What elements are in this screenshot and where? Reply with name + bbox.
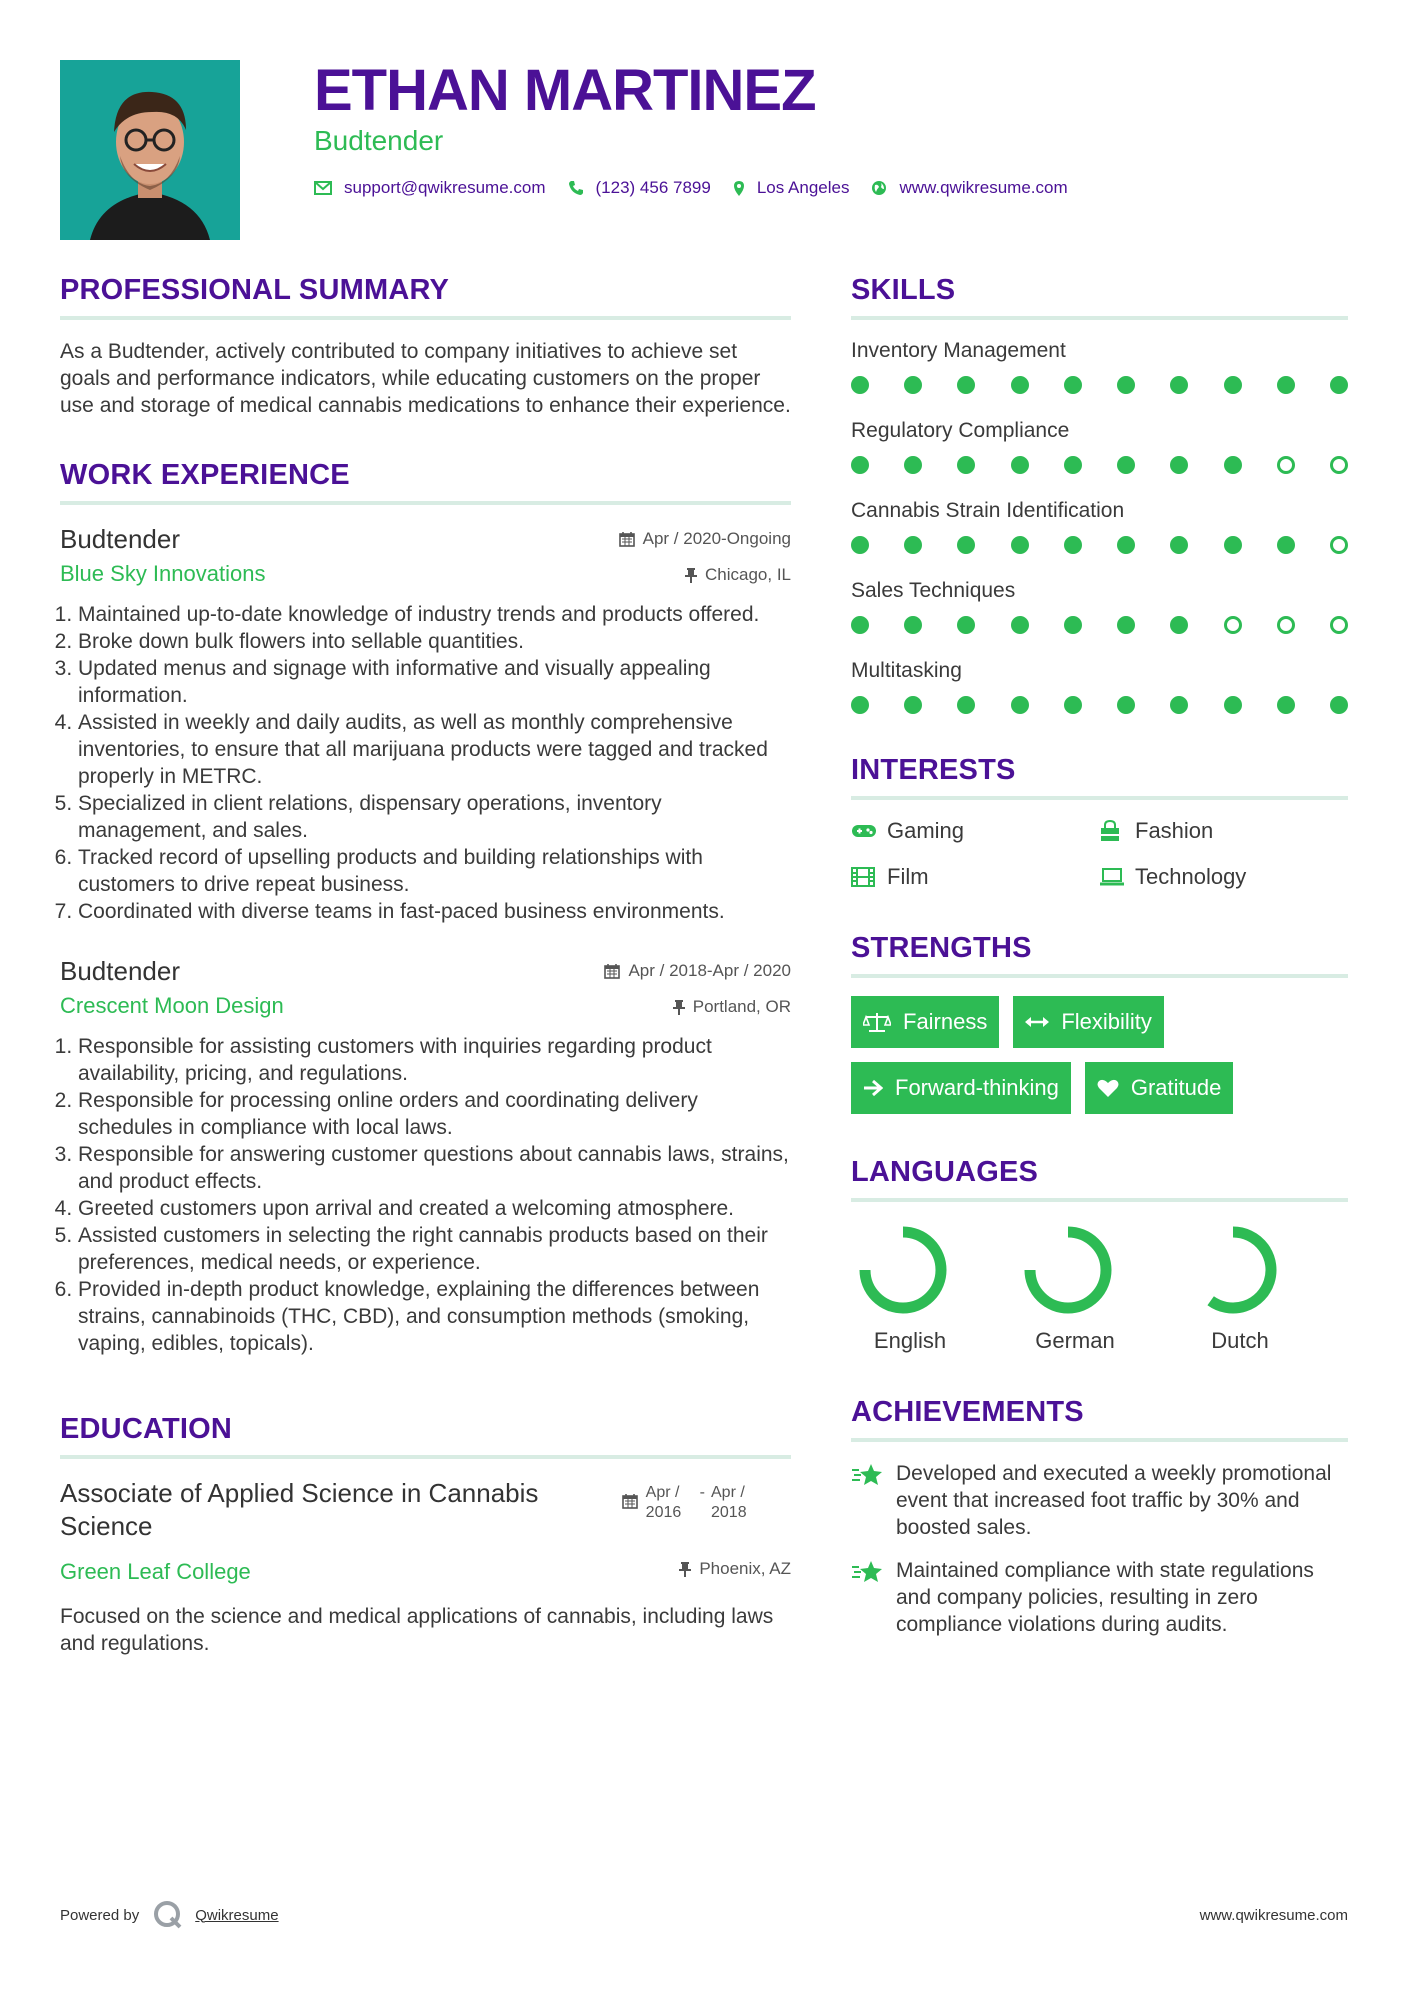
footer-website[interactable]: www.qwikresume.com xyxy=(1199,1907,1348,1924)
rating-dot-filled xyxy=(851,456,869,474)
rating-dot-filled xyxy=(904,456,922,474)
language-ring xyxy=(1016,1220,1134,1320)
phone-icon xyxy=(568,180,584,196)
rating-dot-filled xyxy=(1117,376,1135,394)
duty-item: 1. Responsible for assisting customers with inquiries regarding product availability, pricing, and regulations. xyxy=(78,1033,791,1087)
skill-rating xyxy=(851,616,1348,636)
job-location xyxy=(685,565,791,585)
rating-dot-filled xyxy=(957,376,975,394)
skill-item xyxy=(851,418,1348,476)
qwikresume-link[interactable]: Qwikresume xyxy=(195,1906,279,1924)
languages-list xyxy=(851,1220,1348,1354)
achievement-item xyxy=(851,1557,1348,1638)
strength-label: Fairness xyxy=(903,1009,988,1034)
strength-label: Gratitude xyxy=(1130,1075,1222,1100)
rating-dot-filled xyxy=(1170,696,1188,714)
experience-heading: WORK EXPERIENCE xyxy=(60,457,791,505)
job-dates xyxy=(619,529,791,549)
skill-rating xyxy=(851,376,1348,396)
rating-dot-empty xyxy=(1224,616,1242,634)
interest-item xyxy=(1099,818,1347,844)
rating-dot-filled xyxy=(1011,696,1029,714)
skill-name: Regulatory Compliance xyxy=(851,419,1070,442)
education-end: Apr / 2018 xyxy=(711,1484,747,1521)
duty-item: 4. Assisted in weekly and daily audits, as well as monthly comprehensive inventories, to ensure that all marijuana products were tagged and tracked properly in METRC. xyxy=(78,709,791,790)
website-link[interactable]: www.qwikresume.com xyxy=(899,178,1068,197)
languages-heading: LANGUAGES xyxy=(851,1154,1348,1202)
job-entry xyxy=(60,523,791,925)
strength-tag xyxy=(1013,996,1163,1048)
skill-item xyxy=(851,658,1348,716)
duty-item: 5. Specialized in client relations, dispensary operations, inventory management, and sales. xyxy=(78,790,791,844)
star-award-icon xyxy=(851,1460,896,1541)
rating-dot-filled xyxy=(1224,696,1242,714)
rating-dot-filled xyxy=(904,376,922,394)
map-pin-icon xyxy=(733,180,745,197)
strengths-heading: STRENGTHS xyxy=(851,930,1348,978)
language-name: English xyxy=(873,1328,947,1353)
interests-grid xyxy=(851,818,1348,890)
calendar-icon xyxy=(619,531,635,547)
language-ring xyxy=(851,1220,969,1320)
rating-dot-filled xyxy=(957,536,975,554)
rating-dot-filled xyxy=(1170,616,1188,634)
language-item xyxy=(1181,1220,1346,1354)
rating-dot-filled xyxy=(957,616,975,634)
skill-name: Multitasking xyxy=(851,659,962,682)
interests-heading: INTERESTS xyxy=(851,752,1348,800)
rating-dot-filled xyxy=(851,536,869,554)
phone-number[interactable]: (123) 456 7899 xyxy=(595,178,711,197)
calendar-icon xyxy=(604,963,620,979)
rating-dot-filled xyxy=(1170,536,1188,554)
strength-tag xyxy=(851,996,999,1048)
strength-tag xyxy=(851,1062,1071,1114)
strength-label: Flexibility xyxy=(1061,1009,1152,1034)
achievements-list xyxy=(851,1460,1348,1638)
email-link[interactable]: support@qwikresume.com xyxy=(344,178,546,197)
film-icon xyxy=(851,867,887,887)
rating-dot-filled xyxy=(1330,376,1348,394)
shopping-bag-icon xyxy=(1099,820,1135,842)
job-dates xyxy=(604,961,791,981)
candidate-name: ETHAN MARTINEZ xyxy=(314,58,816,123)
rating-dot-filled xyxy=(1011,376,1029,394)
duty-item: 2. Broke down bulk flowers into sellable quantities. xyxy=(78,628,791,655)
rating-dot-filled xyxy=(1170,456,1188,474)
skills-heading: SKILLS xyxy=(851,272,1348,320)
rating-dot-filled xyxy=(904,536,922,554)
language-ring xyxy=(1181,1220,1299,1320)
rating-dot-filled xyxy=(1330,696,1348,714)
rating-dot-filled xyxy=(904,616,922,634)
rating-dot-filled xyxy=(957,696,975,714)
interest-label: Film xyxy=(887,864,929,889)
balance-scale-icon xyxy=(863,1011,891,1033)
interest-label: Technology xyxy=(1135,864,1247,889)
rating-dot-filled xyxy=(1117,696,1135,714)
skill-name: Cannabis Strain Identification xyxy=(851,499,1125,522)
achievement-text: Maintained compliance with state regulations and company policies, resulting in zero compliance violations during audits. xyxy=(896,1559,1314,1636)
laptop-icon xyxy=(1099,868,1135,886)
rating-dot-empty xyxy=(1277,616,1295,634)
interest-item xyxy=(851,864,1099,890)
rating-dot-empty xyxy=(1330,536,1348,554)
duty-item: 5. Assisted customers in selecting the right cannabis products based on their preferences, medical needs, or experience. xyxy=(78,1222,791,1276)
language-name: Dutch xyxy=(1211,1328,1269,1353)
education-heading: EDUCATION xyxy=(60,1411,791,1459)
rating-dot-filled xyxy=(1224,456,1242,474)
job-location-text: Chicago, IL xyxy=(705,565,791,584)
duty-item: 6. Tracked record of upselling products and building relationships with customers to drive repeat business. xyxy=(78,844,791,898)
rating-dot-empty xyxy=(1330,456,1348,474)
interest-item xyxy=(1099,864,1347,890)
star-award-icon xyxy=(851,1557,896,1638)
education-dates xyxy=(622,1483,765,1523)
powered-by-label: Powered by xyxy=(60,1906,140,1924)
location-text: Los Angeles xyxy=(756,178,850,197)
rating-dot-filled xyxy=(851,616,869,634)
rating-dot-filled xyxy=(1277,376,1295,394)
degree-title: Associate of Applied Science in Cannabis Science xyxy=(60,1478,539,1541)
rating-dot-filled xyxy=(1064,696,1082,714)
rating-dot-filled xyxy=(1170,376,1188,394)
strength-tag xyxy=(1085,1062,1234,1114)
strength-label: Forward-thinking xyxy=(895,1075,1059,1100)
interest-label: Fashion xyxy=(1135,818,1214,843)
skill-rating xyxy=(851,696,1348,716)
job-title: Budtender xyxy=(60,956,180,986)
rating-dot-filled xyxy=(1064,456,1082,474)
arrow-right-icon xyxy=(863,1079,883,1097)
rating-dot-filled xyxy=(1011,536,1029,554)
job-dates-text: Apr / 2018-Apr / 2020 xyxy=(628,961,791,980)
interest-label: Gaming xyxy=(887,818,965,843)
footer-powered-by xyxy=(60,1900,279,1930)
duty-item: 1. Maintained up-to-date knowledge of industry trends and products offered. xyxy=(78,601,791,628)
rating-dot-filled xyxy=(851,696,869,714)
skill-item xyxy=(851,498,1348,556)
contact-bar xyxy=(314,178,1090,198)
envelope-icon xyxy=(314,181,332,195)
skill-rating xyxy=(851,456,1348,476)
job-location-text: Portland, OR xyxy=(692,997,791,1016)
right-column xyxy=(851,272,1348,1654)
calendar-icon xyxy=(622,1493,638,1509)
job-company: Blue Sky Innovations xyxy=(60,561,266,586)
skills-list xyxy=(851,338,1348,716)
duty-item: 4. Greeted customers upon arrival and created a welcoming atmosphere. xyxy=(78,1195,791,1222)
pushpin-icon xyxy=(685,567,697,583)
duty-list xyxy=(60,1033,791,1357)
job-entry xyxy=(60,955,791,1357)
duty-item: 3. Updated menus and signage with informative and visually appealing information. xyxy=(78,655,791,709)
duty-item: 3. Responsible for answering customer questions about cannabis laws, strains, and product effects. xyxy=(78,1141,791,1195)
job-dates-text: Apr / 2020-Ongoing xyxy=(642,529,791,548)
skill-rating xyxy=(851,536,1348,556)
date-separator: - xyxy=(699,1484,705,1501)
rating-dot-filled xyxy=(1117,536,1135,554)
skill-item xyxy=(851,338,1348,396)
job-title: Budtender xyxy=(60,524,180,554)
achievements-heading: ACHIEVEMENTS xyxy=(851,1394,1348,1442)
rating-dot-filled xyxy=(904,696,922,714)
achievement-text: Developed and executed a weekly promotional event that increased foot traffic by 30% and boosted sales. xyxy=(896,1462,1332,1539)
skill-name: Inventory Management xyxy=(851,339,1066,362)
rating-dot-empty xyxy=(1330,616,1348,634)
arrows-horizontal-icon xyxy=(1025,1015,1049,1029)
rating-dot-filled xyxy=(957,456,975,474)
education-location xyxy=(679,1559,791,1579)
strengths-tags xyxy=(851,996,1348,1114)
education-description: Focused on the science and medical applications of cannabis, including laws and regulations. xyxy=(60,1605,774,1655)
heart-icon xyxy=(1097,1078,1119,1098)
profile-photo xyxy=(60,60,240,240)
candidate-title: Budtender xyxy=(314,125,444,156)
achievement-item xyxy=(851,1460,1348,1541)
gamepad-icon xyxy=(851,823,887,839)
education-location-text: Phoenix, AZ xyxy=(699,1559,791,1578)
job-location xyxy=(673,997,791,1017)
rating-dot-empty xyxy=(1277,456,1295,474)
rating-dot-filled xyxy=(1011,616,1029,634)
language-proficiency-arc xyxy=(1211,1232,1271,1308)
summary-heading: PROFESSIONAL SUMMARY xyxy=(60,272,791,320)
rating-dot-filled xyxy=(1011,456,1029,474)
pushpin-icon xyxy=(673,999,685,1015)
language-name: German xyxy=(1035,1328,1115,1353)
rating-dot-filled xyxy=(1224,376,1242,394)
rating-dot-filled xyxy=(1117,456,1135,474)
duty-list xyxy=(60,601,791,925)
summary-text: As a Budtender, actively contributed to company initiatives to achieve set goals and performance indicators, while educating customers on the proper use and storage of medical cannabis medications to enhance their experience. xyxy=(60,340,791,417)
skill-item xyxy=(851,578,1348,636)
duty-item: 7. Coordinated with diverse teams in fast-paced business environments. xyxy=(78,898,791,925)
duty-item: 6. Provided in-depth product knowledge, explaining the differences between strains, cannabinoids (THC, CBD), and consumption methods (smoking, vaping, edibles, topicals). xyxy=(78,1276,791,1357)
globe-icon xyxy=(871,180,887,196)
rating-dot-filled xyxy=(1277,696,1295,714)
qwikresume-logo-icon xyxy=(153,1900,183,1930)
left-column xyxy=(60,272,791,1657)
duty-item: 2. Responsible for processing online orders and coordinating delivery schedules in compliance with local laws. xyxy=(78,1087,791,1141)
education-entry xyxy=(60,1477,791,1585)
rating-dot-filled xyxy=(1064,536,1082,554)
language-item xyxy=(1016,1220,1181,1354)
rating-dot-filled xyxy=(1064,616,1082,634)
pushpin-icon xyxy=(679,1561,691,1577)
school-name: Green Leaf College xyxy=(60,1559,251,1584)
skill-name: Sales Techniques xyxy=(851,579,1016,602)
language-proficiency-arc xyxy=(865,1232,941,1308)
rating-dot-filled xyxy=(1117,616,1135,634)
language-item xyxy=(851,1220,1016,1354)
rating-dot-filled xyxy=(1224,536,1242,554)
rating-dot-filled xyxy=(851,376,869,394)
language-proficiency-arc xyxy=(1030,1232,1106,1308)
rating-dot-filled xyxy=(1277,536,1295,554)
rating-dot-filled xyxy=(1064,376,1082,394)
interest-item xyxy=(851,818,1099,844)
education-start: Apr / 2016 xyxy=(645,1484,682,1521)
job-company: Crescent Moon Design xyxy=(60,993,284,1018)
